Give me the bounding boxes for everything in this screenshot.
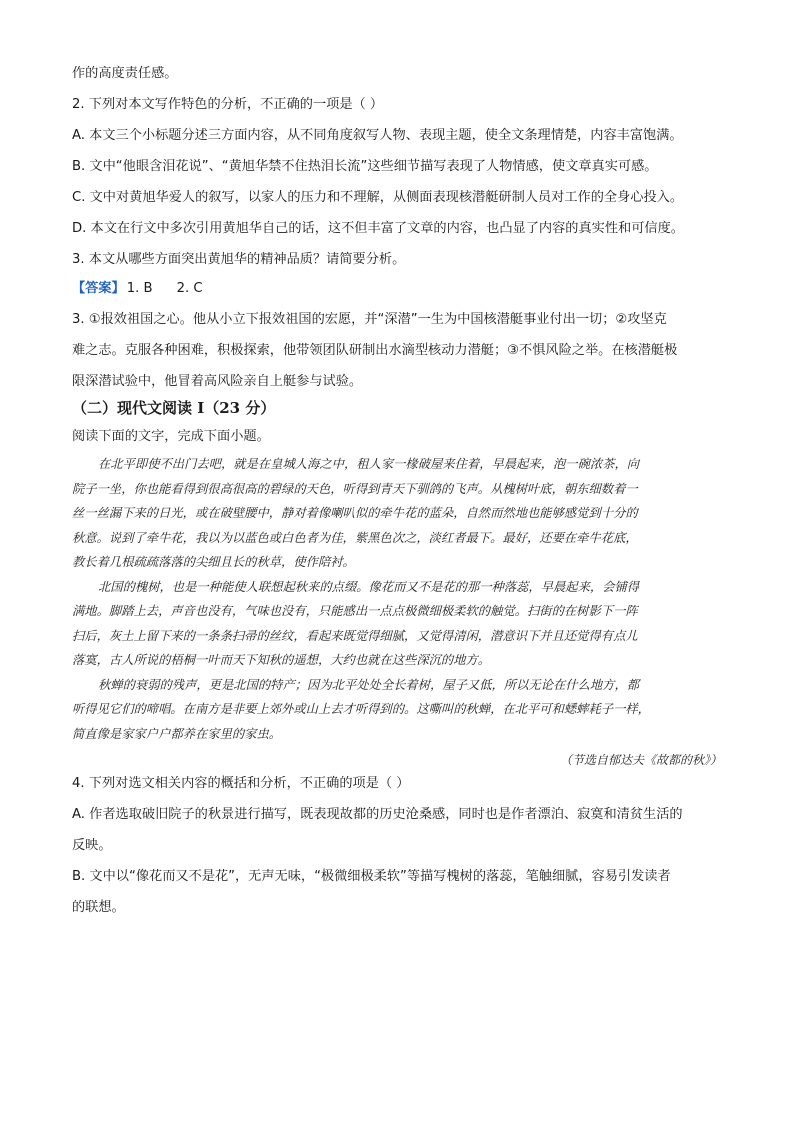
passage-line: 秋意。说到了牵牛花，我以为以蓝色或白色者为佳，紫黑色次之，淡红者最下。最好，还要在牵牛花底， <box>72 530 638 545</box>
answer-tag: 【答案】 <box>72 281 125 296</box>
reading-instruction: 阅读下面的文字，完成下面小题。 <box>72 429 270 444</box>
question-3-stem: 3. 本文从哪些方面突出黄旭华的精神品质？请简要分析。 <box>72 252 406 267</box>
question-4-stem: 4. 下列对选文相关内容的概括和分析，不正确的项是（ ） <box>72 776 410 791</box>
passage-line: 简直像是家家户户都养在家里的家虫。 <box>72 726 282 741</box>
passage-line: 扫后，灰土上留下来的一条条扫帚的丝纹，看起来既觉得细腻，又觉得清闲，潜意识下并且还觉得有点儿 <box>72 628 638 643</box>
passage-line: 丝一丝漏下来的日光，或在破壁腰中，静对着像喇叭似的牵牛花的蓝朵，自然而然地也能够感觉到十分的 <box>72 506 638 520</box>
passage-line: 落寞，古人所说的梧桐一叶而天下知秋的遥想，大约也就在这些深沉的地方。 <box>72 653 491 667</box>
passage-source: （节选自郁达夫《故都的秋》） <box>559 753 722 767</box>
passage-line: 院子一坐，你也能看得到很高很高的碧绿的天色，听得到青天下驯鸽的飞声。从槐树叶底，朝东细数着一 <box>72 481 638 496</box>
question-4 <box>72 772 722 919</box>
passage-line: 秋蝉的衰弱的残声，更是北国的特产；因为北平处处全长着树，屋子又低，所以无论在什么地方，都 <box>98 677 640 692</box>
passage-line: 在北平即使不出门去吧，就是在皇城人海之中，租人家一椽破屋来住着，早晨起来，泡一碗浓茶，向 <box>98 457 640 471</box>
question-2-stem: 2. 下列对本文写作特色的分析，不正确的一项是（ ） <box>72 97 384 112</box>
question-4-option-b-cont: 的联想。 <box>72 900 125 915</box>
question-2-option-b: B. 文中“他眼含泪花说”、“黄旭华禁不住热泪长流”这些细节描写表现了人物情感，使文章真实可感。 <box>72 159 658 174</box>
question-4-option-a-cont: 反映。 <box>72 838 112 853</box>
question-2 <box>72 93 722 240</box>
continuation-text: 作的高度责任感。 <box>72 66 178 81</box>
answer-3-line: 限深潜试验中，他冒着高风险亲自上艇参与试验。 <box>72 374 363 389</box>
question-2-option-a: A. 本文三个小标题分述三方面内容，从不同角度叙写人物、表现主题，使全文条理情楚，内容丰富饱满。 <box>72 128 683 143</box>
answer-3-line: 3. ①报效祖国之心。他从小立下报效祖国的宏愿，并“深潜”一生为中国核潜艇事业付出一切；②攻坚克 <box>72 312 667 327</box>
passage-line: 满地。脚踏上去，声音也没有，气味也没有，只能感出一点点极微细极柔软的触觉。扫街的在树影下一阵 <box>72 604 638 618</box>
question-4-option-b: B. 文中以“像花而又不是花”，无声无味，“极微细极柔软”等描写槐树的落蕊，笔触细腻，容易引发读者 <box>72 869 671 884</box>
question-2-option-d: D. 本文在行文中多次引用黄旭华自己的话，这不但丰富了文章的内容，也凸显了内容的真实性和可信度。 <box>72 221 684 236</box>
passage-line: 听得见它们的啼唱。在南方是非要上郊外或山上去才听得到的。这嘶叫的秋蝉，在北平可和蟋蟀耗子一样， <box>72 702 650 716</box>
section-heading: （二）现代文阅读 I（23 分） <box>72 399 276 417</box>
answer-3-line: 难之志。克服各种困难，积极探索，他带领团队研制出水滴型核动力潜艇；③不惧风险之举。在核潜艇极 <box>72 343 678 358</box>
answer-block <box>72 277 722 300</box>
document-page <box>72 62 722 919</box>
answer-2: 2. C <box>176 281 203 296</box>
answer-3 <box>72 308 722 393</box>
passage-line: 教长着几根疏疏落落的尖细且长的秋草，使作陪衬。 <box>72 555 355 569</box>
question-2-option-c: C. 文中对黄旭华爱人的叙写，以家人的压力和不理解，从侧面表现核潜艇研制人员对工作的全身心投入。 <box>72 190 684 205</box>
passage-line: 北国的槐树，也是一种能使人联想起秋来的点缀。像花而又不是花的那一种落蕊，早晨起来，会铺得 <box>98 579 640 594</box>
reading-passage <box>72 452 722 772</box>
answer-1: 1. B <box>126 281 153 296</box>
question-4-option-a: A. 作者选取破旧院子的秋景进行描写，既表现故都的历史沧桑感，同时也是作者漂泊、寂寞和清贫生活的 <box>72 807 683 822</box>
